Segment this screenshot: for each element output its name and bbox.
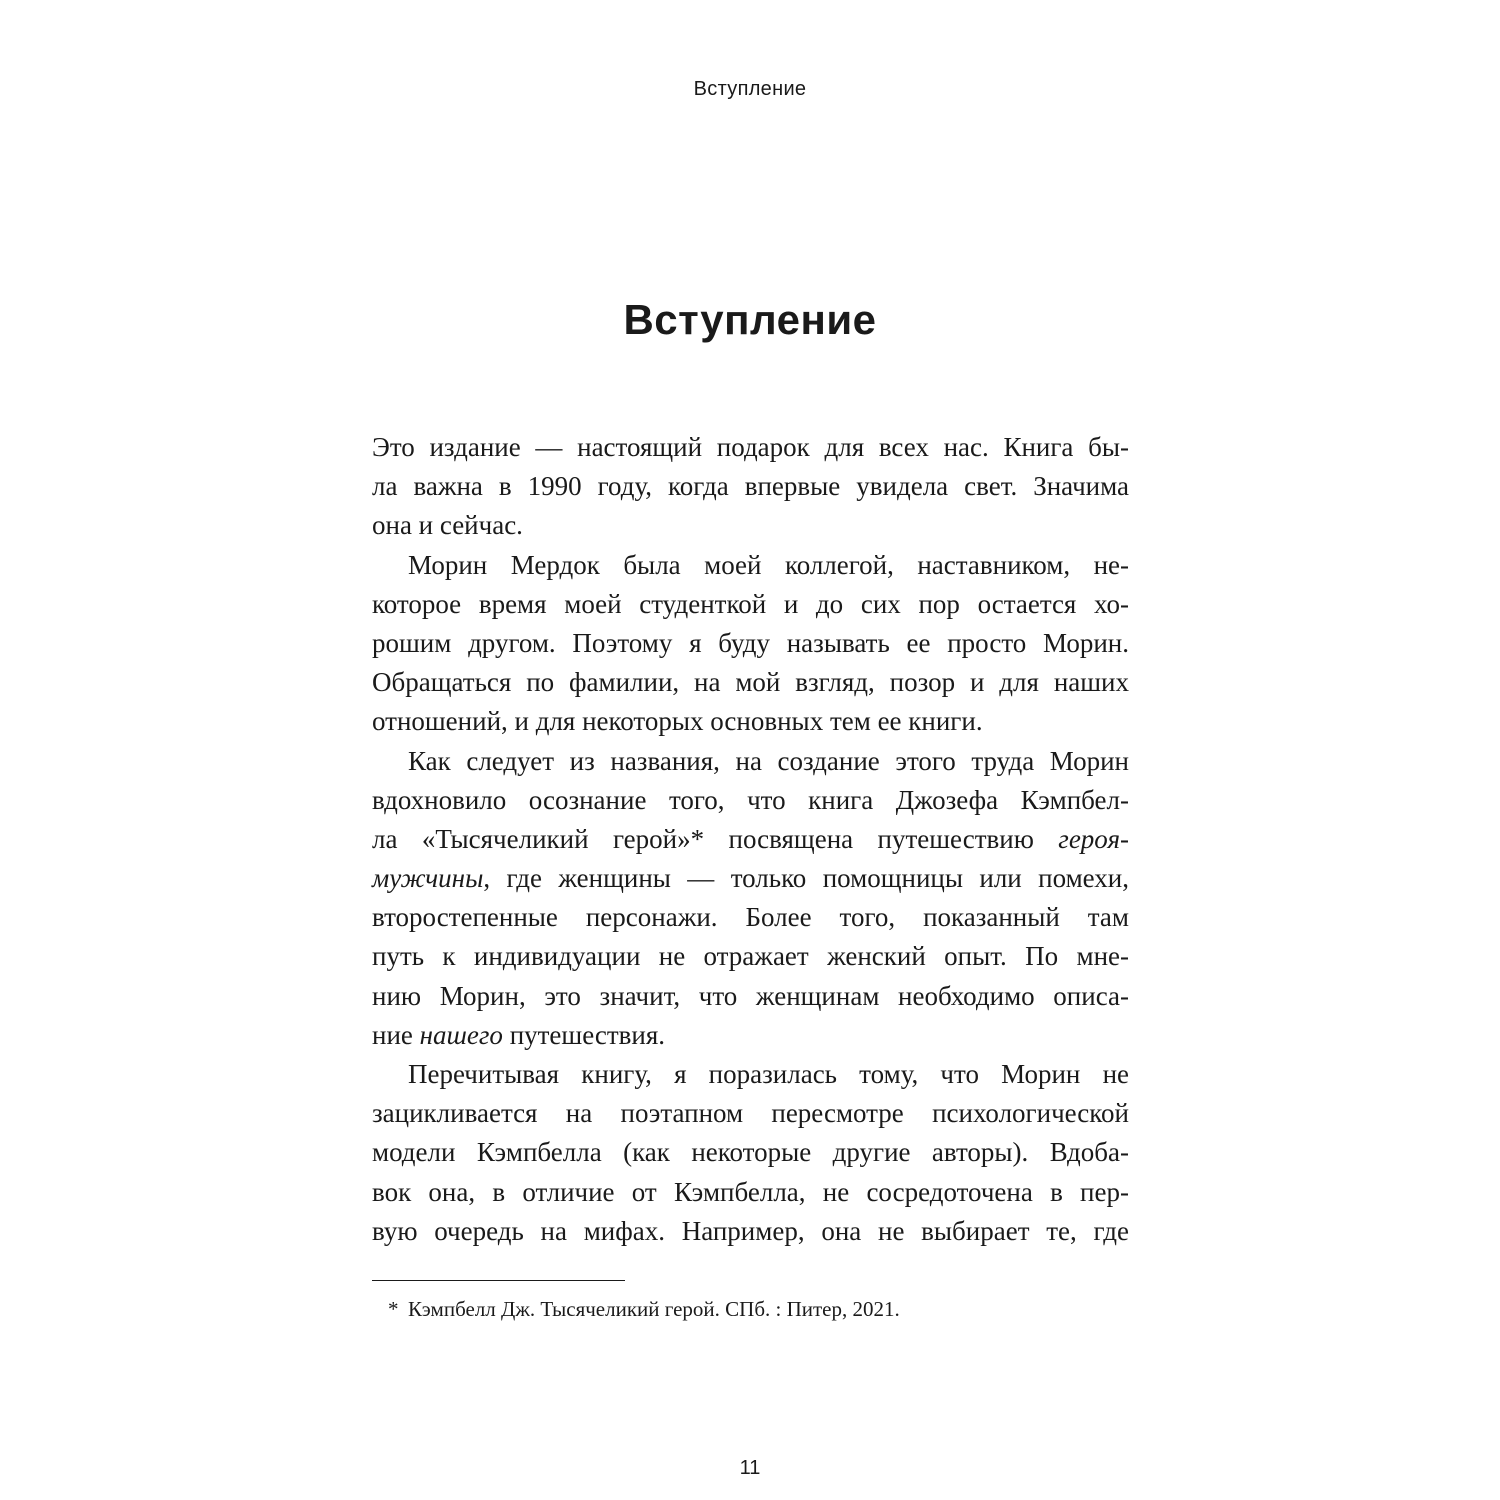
footnote	[388, 1297, 900, 1322]
emphasis-text: мужчины	[372, 863, 484, 894]
text-line: вдохновило осознание того, что книга Джозефа Кэмпбел-	[372, 784, 1129, 815]
text-line: зацикливается на поэтапном пересмотре психологической	[372, 1098, 1129, 1129]
text-segment: ние	[372, 1019, 420, 1050]
text-line: Перечитывая книгу, я поразилась тому, что Морин не	[408, 1059, 1129, 1089]
page-number: 11	[739, 1457, 761, 1479]
text-line: Обращаться по фамилии, на мой взгляд, позор и для наших	[372, 667, 1129, 698]
text-line: ла важна в 1990 году, когда впервые увидела свет. Значима	[372, 471, 1129, 502]
text-line: второстепенные персонажи. Более того, показанный там	[372, 902, 1129, 933]
text-line	[372, 1016, 1129, 1055]
footnote-mark: *	[388, 1297, 399, 1321]
text-segment: путешествия.	[502, 1019, 666, 1050]
running-header: Вступление	[693, 78, 807, 100]
text-line: нию Морин, это значит, что женщинам необходимо описа-	[372, 980, 1129, 1011]
text-line	[372, 820, 1129, 859]
text-line: вую очередь на мифах. Например, она не выбирает те, где	[372, 1215, 1129, 1246]
footnote-text: Кэмпбелл Дж. Тысячеликий герой. СПб. : Питер, 2021.	[408, 1297, 900, 1321]
chapter-title: Вступление	[623, 296, 877, 343]
text-segment: , где женщины — только помощницы или помехи,	[483, 863, 1129, 894]
text-line: вок она, в отличие от Кэмпбелла, не сосредоточена в пер-	[372, 1176, 1129, 1207]
emphasis-text: героя-	[1058, 823, 1129, 854]
emphasis-text: нашего	[419, 1019, 503, 1050]
text-segment: ла «Тысячеликий герой»* посвящена путешествию	[372, 823, 1059, 854]
text-line: модели Кэмпбелла (как некоторые другие авторы). Вдоба-	[372, 1137, 1129, 1168]
footnote-divider	[372, 1280, 625, 1281]
text-line: она и сейчас.	[372, 510, 523, 541]
text-line: Это издание — настоящий подарок для всех нас. Книга бы-	[372, 432, 1129, 462]
text-line: путь к индивидуации не отражает женский опыт. По мне-	[372, 941, 1129, 972]
text-line	[372, 859, 1129, 898]
text-line: рошим другом. Поэтому я буду называть ее просто Морин.	[372, 627, 1129, 658]
text-line: которое время моей студенткой и до сих пор остается хо-	[372, 588, 1129, 619]
text-line: Как следует из названия, на создание этого труда Морин	[408, 745, 1129, 776]
text-line: отношений, и для некоторых основных тем ее книги.	[372, 706, 983, 737]
body-text	[372, 428, 1129, 1251]
text-line: Морин Мердок была моей коллегой, наставником, не-	[408, 549, 1129, 580]
